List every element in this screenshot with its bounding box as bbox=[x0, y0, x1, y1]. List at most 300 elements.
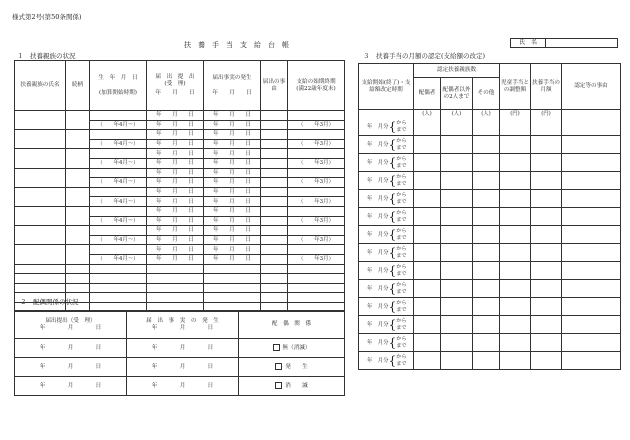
reason-cell[interactable] bbox=[261, 197, 288, 207]
allowance-value-cell[interactable] bbox=[441, 334, 473, 352]
allowance-value-cell[interactable] bbox=[531, 118, 562, 136]
brace-icon: { bbox=[388, 173, 397, 188]
allowance-value-cell[interactable] bbox=[562, 280, 621, 298]
birth-date-cell[interactable] bbox=[90, 187, 147, 197]
empty-cell[interactable] bbox=[66, 274, 90, 284]
allowance-value-cell[interactable] bbox=[441, 190, 473, 208]
period-cell[interactable] bbox=[359, 136, 414, 154]
from-label: から bbox=[396, 210, 407, 216]
spouse-row bbox=[15, 358, 345, 377]
allowance-value-cell[interactable] bbox=[414, 352, 441, 370]
end-period-cell[interactable] bbox=[288, 206, 345, 216]
dependents-table bbox=[14, 60, 345, 312]
empty-cell[interactable] bbox=[147, 283, 204, 293]
allowance-value-cell[interactable] bbox=[441, 316, 473, 334]
spouse-filed-date[interactable]: 年 月 日 bbox=[15, 377, 127, 396]
allowance-value-cell[interactable] bbox=[500, 262, 531, 280]
dependent-name-cell[interactable] bbox=[15, 130, 66, 149]
fact-date-cell[interactable]: 年 月 日 bbox=[204, 168, 261, 178]
allowance-row bbox=[359, 208, 621, 226]
allowance-value-cell[interactable] bbox=[531, 154, 562, 172]
dependent-name-cell[interactable] bbox=[15, 187, 66, 206]
from-label: から bbox=[396, 282, 407, 288]
allowance-value-cell[interactable] bbox=[414, 118, 441, 136]
unit-cell: (人) bbox=[441, 110, 473, 119]
filed-date-cell[interactable]: 年 月 日 bbox=[147, 216, 204, 226]
allowance-value-cell[interactable] bbox=[500, 172, 531, 190]
fact-date-cell[interactable]: 年 月 日 bbox=[204, 206, 261, 216]
dependent-row bbox=[15, 206, 345, 216]
to-label: まで bbox=[396, 180, 407, 187]
from-label: から bbox=[396, 246, 407, 252]
allowance-value-cell[interactable] bbox=[562, 316, 621, 334]
to-label: まで bbox=[396, 342, 407, 349]
allowance-value-cell[interactable] bbox=[500, 208, 531, 226]
brace-icon: { bbox=[388, 245, 397, 260]
allowance-value-cell[interactable] bbox=[473, 280, 500, 298]
header-filed bbox=[147, 61, 204, 111]
end-period-cell[interactable]: （ 年3月） bbox=[288, 120, 345, 130]
empty-cell[interactable] bbox=[204, 283, 261, 293]
spouse-header-filed-ymd: 年 月 日 bbox=[39, 324, 102, 331]
section3-heading: ３ 扶養手当の月額の認定(支給額の改定) bbox=[363, 52, 486, 60]
empty-cell[interactable] bbox=[90, 264, 147, 274]
filed-date-cell[interactable]: 年 月 日 bbox=[147, 120, 204, 130]
allowance-value-cell[interactable] bbox=[441, 154, 473, 172]
birth-date-cell[interactable] bbox=[90, 149, 147, 159]
header-others: 配偶者以外の2人まで bbox=[441, 78, 473, 110]
allowance-value-cell[interactable] bbox=[473, 208, 500, 226]
reason-cell[interactable] bbox=[261, 130, 288, 140]
period-cell[interactable] bbox=[359, 334, 414, 352]
unit-cell: (人) bbox=[414, 110, 441, 119]
allowance-row bbox=[359, 118, 621, 136]
allowance-value-cell[interactable] bbox=[500, 190, 531, 208]
empty-row bbox=[15, 283, 345, 293]
end-period-cell[interactable]: （ 年3月） bbox=[288, 178, 345, 188]
empty-cell[interactable] bbox=[147, 264, 204, 274]
empty-cell[interactable] bbox=[261, 293, 288, 303]
dependent-name-cell[interactable] bbox=[15, 111, 66, 130]
allowance-value-cell[interactable] bbox=[473, 334, 500, 352]
dependent-relation-cell[interactable] bbox=[66, 149, 90, 168]
unit-cell: (人) bbox=[473, 110, 500, 119]
allowance-value-cell[interactable] bbox=[531, 316, 562, 334]
spouse-status-cell[interactable] bbox=[239, 358, 345, 377]
allowance-value-cell[interactable] bbox=[414, 154, 441, 172]
birth-start-cell[interactable]: （ 年4月～） bbox=[90, 216, 147, 226]
allowance-value-cell[interactable] bbox=[414, 172, 441, 190]
spouse-header-filed-label: 届出提出（受 理） bbox=[45, 318, 96, 325]
fact-date-cell[interactable]: 年 月 日 bbox=[204, 120, 261, 130]
allowance-row bbox=[359, 244, 621, 262]
allowance-value-cell[interactable] bbox=[531, 280, 562, 298]
spouse-fact-date[interactable]: 年 月 日 bbox=[127, 339, 239, 358]
allowance-value-cell[interactable] bbox=[562, 172, 621, 190]
allowance-value-cell[interactable] bbox=[473, 244, 500, 262]
filed-date-cell[interactable]: 年 月 日 bbox=[147, 245, 204, 255]
period-cell[interactable] bbox=[359, 118, 414, 136]
empty-cell[interactable] bbox=[66, 264, 90, 274]
birth-start-cell[interactable]: （ 年4月～） bbox=[90, 139, 147, 149]
from-to bbox=[396, 138, 406, 151]
reason-cell[interactable] bbox=[261, 187, 288, 197]
dependent-relation-cell[interactable] bbox=[66, 226, 90, 245]
from-to bbox=[396, 228, 406, 241]
period-cell[interactable] bbox=[359, 172, 414, 190]
allowance-value-cell[interactable] bbox=[414, 136, 441, 154]
from-to bbox=[396, 120, 406, 133]
brace-icon: { bbox=[388, 353, 397, 368]
allowance-value-cell[interactable] bbox=[441, 172, 473, 190]
spouse-status-cell[interactable] bbox=[239, 377, 345, 396]
birth-date-cell[interactable] bbox=[90, 245, 147, 255]
header-birth-label: 生 年 月 日 bbox=[98, 75, 138, 82]
allowance-value-cell[interactable] bbox=[562, 226, 621, 244]
period-cell[interactable] bbox=[359, 244, 414, 262]
allowance-value-cell[interactable] bbox=[562, 208, 621, 226]
fact-date-cell[interactable]: 年 月 日 bbox=[204, 226, 261, 236]
empty-cell[interactable] bbox=[15, 283, 66, 293]
allowance-value-cell[interactable] bbox=[562, 154, 621, 172]
filed-date-cell[interactable]: 年 月 日 bbox=[147, 139, 204, 149]
filed-date-cell[interactable]: 年 月 日 bbox=[147, 149, 204, 159]
reason-cell[interactable] bbox=[261, 216, 288, 226]
allowance-value-cell[interactable] bbox=[562, 118, 621, 136]
dependent-name-cell[interactable] bbox=[15, 168, 66, 187]
spouse-header-fact-ymd: 年 月 日 bbox=[151, 324, 214, 331]
end-period-cell[interactable] bbox=[288, 111, 345, 121]
end-period-cell[interactable]: （ 年3月） bbox=[288, 254, 345, 264]
period-label: 年 月分 bbox=[367, 268, 389, 274]
allowance-value-cell[interactable] bbox=[531, 190, 562, 208]
allowance-value-cell[interactable] bbox=[500, 298, 531, 316]
allowance-value-cell[interactable] bbox=[562, 352, 621, 370]
units-row bbox=[359, 110, 621, 119]
header-fact-ymd: 年 月 日 bbox=[212, 89, 252, 96]
name-field[interactable] bbox=[510, 38, 618, 48]
birth-date-cell[interactable] bbox=[90, 206, 147, 216]
allowance-value-cell[interactable] bbox=[531, 208, 562, 226]
period-cell[interactable] bbox=[359, 226, 414, 244]
reason-cell[interactable] bbox=[261, 139, 288, 149]
header-end-label: 支給の始期終期 bbox=[296, 79, 336, 86]
allowance-value-cell[interactable] bbox=[414, 280, 441, 298]
brace-icon: { bbox=[388, 263, 397, 278]
reason-cell[interactable] bbox=[261, 178, 288, 188]
empty-cell[interactable] bbox=[288, 264, 345, 274]
allowance-value-cell[interactable] bbox=[441, 208, 473, 226]
allowance-value-cell[interactable] bbox=[562, 298, 621, 316]
reason-cell[interactable] bbox=[261, 111, 288, 121]
allowance-value-cell[interactable] bbox=[500, 352, 531, 370]
allowance-value-cell[interactable] bbox=[441, 352, 473, 370]
unit-cell: (円) bbox=[500, 110, 531, 119]
filed-date-cell[interactable]: 年 月 日 bbox=[147, 197, 204, 207]
allowance-value-cell[interactable] bbox=[414, 262, 441, 280]
dependent-name-cell[interactable] bbox=[15, 245, 66, 264]
empty-cell[interactable] bbox=[15, 264, 66, 274]
fact-date-cell[interactable]: 年 月 日 bbox=[204, 197, 261, 207]
allowance-value-cell[interactable] bbox=[531, 298, 562, 316]
spouse-body bbox=[15, 339, 345, 396]
filed-date-cell[interactable]: 年 月 日 bbox=[147, 206, 204, 216]
end-period-cell[interactable] bbox=[288, 168, 345, 178]
allowance-value-cell[interactable] bbox=[441, 118, 473, 136]
allowance-value-cell[interactable] bbox=[500, 118, 531, 136]
allowance-value-cell[interactable] bbox=[414, 226, 441, 244]
reason-cell[interactable] bbox=[261, 226, 288, 236]
spouse-header-fact-label: 届 出 事 実 の 発 生 bbox=[146, 318, 219, 325]
filed-date-cell[interactable]: 年 月 日 bbox=[147, 187, 204, 197]
to-label: まで bbox=[396, 252, 407, 259]
allowance-value-cell[interactable] bbox=[500, 136, 531, 154]
spouse-fact-date[interactable]: 年 月 日 bbox=[127, 377, 239, 396]
fact-date-cell[interactable]: 年 月 日 bbox=[204, 245, 261, 255]
allowance-value-cell[interactable] bbox=[473, 262, 500, 280]
spouse-header-filed bbox=[15, 311, 127, 339]
header-fact-label: 届出事実の発生 bbox=[212, 75, 252, 82]
end-period-cell[interactable]: （ 年3月） bbox=[288, 158, 345, 168]
empty-cell[interactable] bbox=[15, 274, 66, 284]
empty-cell[interactable] bbox=[90, 293, 147, 303]
allowance-value-cell[interactable] bbox=[414, 190, 441, 208]
period-cell[interactable] bbox=[359, 316, 414, 334]
header-monthly: 扶養手当の月額 bbox=[531, 64, 562, 110]
filed-date-cell[interactable]: 年 月 日 bbox=[147, 178, 204, 188]
end-period-cell[interactable] bbox=[288, 130, 345, 140]
empty-cell[interactable] bbox=[147, 274, 204, 284]
filed-date-cell[interactable]: 年 月 日 bbox=[147, 168, 204, 178]
empty-cell[interactable] bbox=[288, 274, 345, 284]
filed-date-cell[interactable]: 年 月 日 bbox=[147, 254, 204, 264]
spouse-filed-date[interactable]: 年 月 日 bbox=[15, 339, 127, 358]
reason-cell[interactable] bbox=[261, 168, 288, 178]
period-cell[interactable] bbox=[359, 280, 414, 298]
dependent-name-cell[interactable] bbox=[15, 149, 66, 168]
checkbox[interactable] bbox=[275, 363, 282, 370]
birth-start-cell[interactable]: （ 年4月～） bbox=[90, 197, 147, 207]
allowance-value-cell[interactable] bbox=[562, 190, 621, 208]
allowance-value-cell[interactable] bbox=[414, 316, 441, 334]
reason-cell[interactable] bbox=[261, 120, 288, 130]
allowance-value-cell[interactable] bbox=[500, 280, 531, 298]
allowance-value-cell[interactable] bbox=[531, 226, 562, 244]
allowance-value-cell[interactable] bbox=[531, 136, 562, 154]
spouse-status-cell[interactable] bbox=[239, 339, 345, 358]
period-label: 年 月分 bbox=[367, 232, 389, 238]
header-name: 扶養親族の氏名 bbox=[15, 61, 66, 111]
end-period-cell[interactable] bbox=[288, 226, 345, 236]
header-filed-ymd: 年 月 日 bbox=[155, 90, 195, 97]
allowance-value-cell[interactable] bbox=[473, 154, 500, 172]
period-cell[interactable] bbox=[359, 154, 414, 172]
period-cell[interactable] bbox=[359, 352, 414, 370]
allowance-value-cell[interactable] bbox=[531, 352, 562, 370]
dependent-name-cell[interactable] bbox=[15, 226, 66, 245]
fact-date-cell[interactable]: 年 月 日 bbox=[204, 111, 261, 121]
period-label: 年 月分 bbox=[367, 358, 389, 364]
period-cell[interactable] bbox=[359, 190, 414, 208]
allowance-value-cell[interactable] bbox=[414, 298, 441, 316]
spouse-filed-date[interactable]: 年 月 日 bbox=[15, 358, 127, 377]
dependent-name-cell[interactable] bbox=[15, 206, 66, 225]
section1-heading: １ 扶養親族の状況 bbox=[17, 52, 76, 60]
reason-cell[interactable] bbox=[261, 206, 288, 216]
dependent-row bbox=[15, 187, 345, 197]
brace-icon: { bbox=[388, 281, 397, 296]
period-label: 年 月分 bbox=[367, 250, 389, 256]
filed-date-cell[interactable]: 年 月 日 bbox=[147, 111, 204, 121]
period-label: 年 月分 bbox=[367, 124, 389, 130]
allowance-value-cell[interactable] bbox=[441, 298, 473, 316]
empty-cell[interactable] bbox=[261, 283, 288, 293]
to-label: まで bbox=[396, 144, 407, 151]
allowance-value-cell[interactable] bbox=[500, 316, 531, 334]
fact-date-cell[interactable]: 年 月 日 bbox=[204, 187, 261, 197]
filed-date-cell[interactable]: 年 月 日 bbox=[147, 158, 204, 168]
fact-date-cell[interactable]: 年 月 日 bbox=[204, 235, 261, 245]
empty-cell[interactable] bbox=[204, 274, 261, 284]
allowance-row bbox=[359, 172, 621, 190]
allowance-value-cell[interactable] bbox=[473, 298, 500, 316]
dependent-relation-cell[interactable] bbox=[66, 245, 90, 264]
allowance-value-cell[interactable] bbox=[473, 118, 500, 136]
reason-cell[interactable] bbox=[261, 158, 288, 168]
spouse-table bbox=[14, 310, 345, 396]
checkbox[interactable] bbox=[275, 382, 282, 389]
to-label: まで bbox=[396, 288, 407, 295]
allowance-value-cell[interactable] bbox=[562, 244, 621, 262]
reason-cell[interactable] bbox=[261, 149, 288, 159]
from-label: から bbox=[396, 192, 407, 198]
birth-start-cell[interactable]: （ 年4月～） bbox=[90, 235, 147, 245]
allowance-value-cell[interactable] bbox=[562, 136, 621, 154]
period-label: 年 月分 bbox=[367, 214, 389, 220]
birth-date-cell[interactable] bbox=[90, 226, 147, 236]
end-period-cell[interactable]: （ 年3月） bbox=[288, 139, 345, 149]
allowance-value-cell[interactable] bbox=[441, 136, 473, 154]
birth-start-cell[interactable]: （ 年4月～） bbox=[90, 120, 147, 130]
dependent-relation-cell[interactable] bbox=[66, 206, 90, 225]
allowance-value-cell[interactable] bbox=[562, 262, 621, 280]
spouse-row bbox=[15, 377, 345, 396]
dependent-row bbox=[15, 226, 345, 236]
fact-date-cell[interactable]: 年 月 日 bbox=[204, 139, 261, 149]
allowance-value-cell[interactable] bbox=[473, 190, 500, 208]
birth-date-cell[interactable] bbox=[90, 168, 147, 178]
fact-date-cell[interactable]: 年 月 日 bbox=[204, 216, 261, 226]
allowance-value-cell[interactable] bbox=[531, 244, 562, 262]
end-period-cell[interactable] bbox=[288, 187, 345, 197]
allowance-value-cell[interactable] bbox=[441, 226, 473, 244]
empty-cell[interactable] bbox=[204, 264, 261, 274]
allowance-value-cell[interactable] bbox=[500, 334, 531, 352]
allowance-value-cell[interactable] bbox=[500, 226, 531, 244]
empty-cell[interactable] bbox=[288, 293, 345, 303]
period-cell[interactable] bbox=[359, 208, 414, 226]
allowance-value-cell[interactable] bbox=[441, 262, 473, 280]
end-period-cell[interactable]: （ 年3月） bbox=[288, 235, 345, 245]
to-label: まで bbox=[396, 162, 407, 169]
allowance-value-cell[interactable] bbox=[500, 244, 531, 262]
period-cell[interactable] bbox=[359, 298, 414, 316]
end-period-cell[interactable] bbox=[288, 245, 345, 255]
reason-cell[interactable] bbox=[261, 254, 288, 264]
birth-start-cell[interactable]: （ 年4月～） bbox=[90, 254, 147, 264]
fact-date-cell[interactable]: 年 月 日 bbox=[204, 130, 261, 140]
reason-cell[interactable] bbox=[261, 245, 288, 255]
end-period-cell[interactable]: （ 年3月） bbox=[288, 216, 345, 226]
period-cell[interactable] bbox=[359, 262, 414, 280]
allowance-value-cell[interactable] bbox=[500, 154, 531, 172]
from-to bbox=[396, 192, 406, 205]
brace-icon: { bbox=[388, 209, 397, 224]
from-label: から bbox=[396, 264, 407, 270]
from-label: から bbox=[396, 318, 407, 324]
allowance-value-cell[interactable] bbox=[441, 244, 473, 262]
empty-cell[interactable] bbox=[66, 283, 90, 293]
period-label: 年 月分 bbox=[367, 322, 389, 328]
fact-date-cell[interactable]: 年 月 日 bbox=[204, 158, 261, 168]
empty-cell[interactable] bbox=[204, 293, 261, 303]
birth-date-cell[interactable] bbox=[90, 111, 147, 121]
birth-start-cell[interactable]: （ 年4月～） bbox=[90, 158, 147, 168]
empty-cell[interactable] bbox=[261, 264, 288, 274]
filed-date-cell[interactable]: 年 月 日 bbox=[147, 235, 204, 245]
allowance-value-cell[interactable] bbox=[414, 208, 441, 226]
fact-date-cell[interactable]: 年 月 日 bbox=[204, 178, 261, 188]
empty-cell[interactable] bbox=[261, 274, 288, 284]
dependent-relation-cell[interactable] bbox=[66, 130, 90, 149]
allowance-value-cell[interactable] bbox=[473, 226, 500, 244]
end-period-cell[interactable] bbox=[288, 149, 345, 159]
allowance-value-cell[interactable] bbox=[414, 244, 441, 262]
filed-date-cell[interactable]: 年 月 日 bbox=[147, 130, 204, 140]
allowance-value-cell[interactable] bbox=[531, 262, 562, 280]
spouse-fact-date[interactable]: 年 月 日 bbox=[127, 358, 239, 377]
empty-cell[interactable] bbox=[90, 283, 147, 293]
empty-cell[interactable] bbox=[288, 283, 345, 293]
allowance-value-cell[interactable] bbox=[473, 172, 500, 190]
empty-cell[interactable] bbox=[147, 293, 204, 303]
allowance-value-cell[interactable] bbox=[414, 334, 441, 352]
filed-date-cell[interactable]: 年 月 日 bbox=[147, 226, 204, 236]
reason-cell[interactable] bbox=[261, 235, 288, 245]
birth-start-cell[interactable]: （ 年4月～） bbox=[90, 178, 147, 188]
checkbox[interactable] bbox=[273, 344, 280, 351]
fact-date-cell[interactable]: 年 月 日 bbox=[204, 254, 261, 264]
allowance-row bbox=[359, 262, 621, 280]
fact-date-cell[interactable]: 年 月 日 bbox=[204, 149, 261, 159]
dependent-relation-cell[interactable] bbox=[66, 111, 90, 130]
allowance-value-cell[interactable] bbox=[531, 172, 562, 190]
birth-date-cell[interactable] bbox=[90, 130, 147, 140]
allowance-value-cell[interactable] bbox=[441, 280, 473, 298]
allowance-value-cell[interactable] bbox=[473, 352, 500, 370]
dependent-relation-cell[interactable] bbox=[66, 168, 90, 187]
allowance-row bbox=[359, 334, 621, 352]
brace-icon: { bbox=[388, 119, 397, 134]
allowance-value-cell[interactable] bbox=[531, 334, 562, 352]
empty-cell[interactable] bbox=[90, 274, 147, 284]
allowance-value-cell[interactable] bbox=[562, 334, 621, 352]
end-period-cell[interactable]: （ 年3月） bbox=[288, 197, 345, 207]
allowance-value-cell[interactable] bbox=[473, 316, 500, 334]
dependent-relation-cell[interactable] bbox=[66, 187, 90, 206]
name-value[interactable] bbox=[546, 39, 618, 48]
allowance-value-cell[interactable] bbox=[473, 136, 500, 154]
